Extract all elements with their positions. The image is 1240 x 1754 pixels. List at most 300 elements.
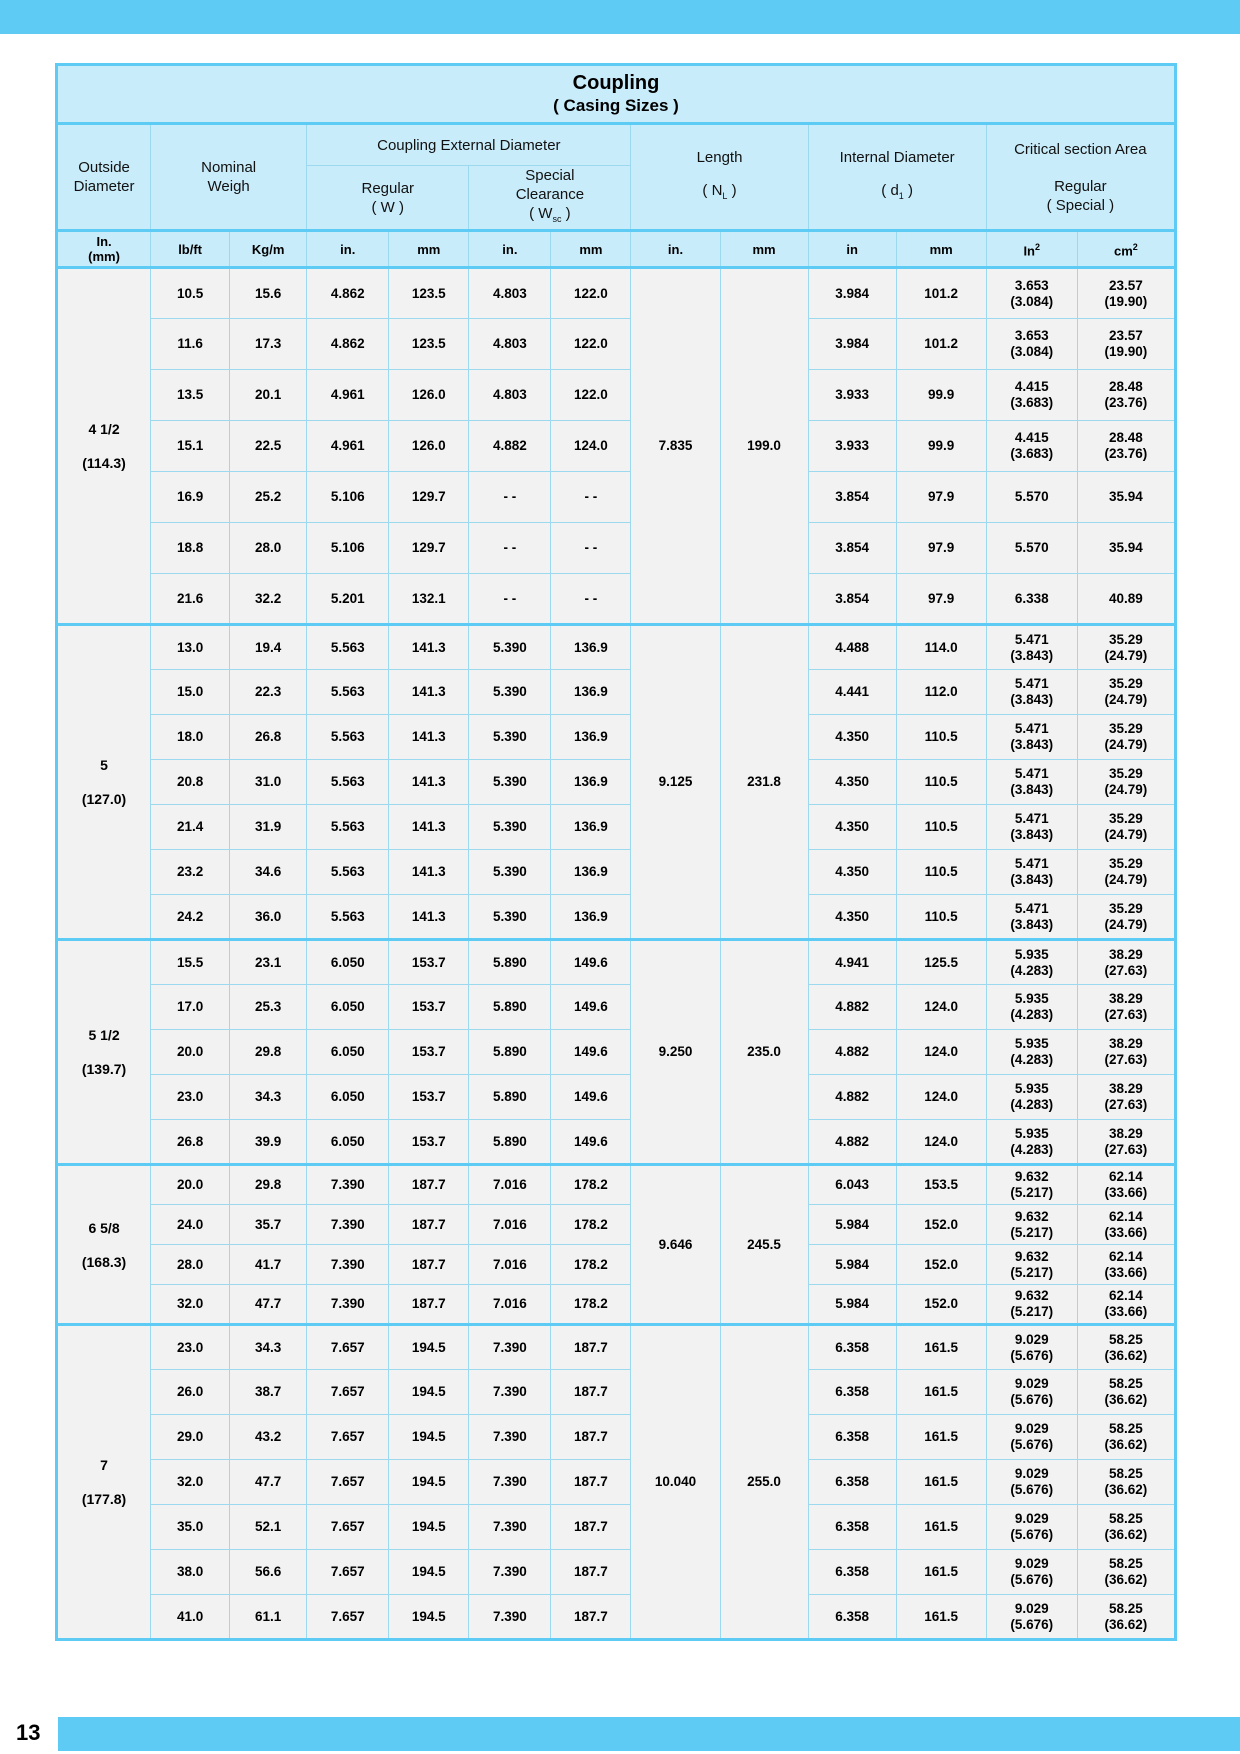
unit-area-in <box>986 231 1077 268</box>
cell-area-cm <box>1077 670 1175 715</box>
header-special-clearance-text: Special Clearance <box>515 167 585 203</box>
cell-w-mm: 187.7 <box>389 1245 469 1285</box>
header-critical-regular: Regular <box>1054 177 1107 195</box>
cell-area-cm <box>1077 1120 1175 1165</box>
cell-wsc-in: 7.390 <box>469 1415 551 1460</box>
cell-w-mm: 129.7 <box>389 472 469 523</box>
table-row <box>57 715 1176 760</box>
area-cm-special: (33.66) <box>1104 1224 1148 1240</box>
cell-wsc-in: 4.803 <box>469 370 551 421</box>
area-cm-special: (33.66) <box>1104 1264 1148 1280</box>
cell-wsc-in: 5.890 <box>469 1030 551 1075</box>
table-row <box>57 1205 1176 1245</box>
cell-w-in: 7.657 <box>307 1370 389 1415</box>
area-cm-special: (19.90) <box>1104 293 1148 309</box>
area-in-special: (3.683) <box>1010 395 1054 410</box>
unit-d1-mm: mm <box>896 231 986 268</box>
cell-area-cm <box>1077 1415 1175 1460</box>
length-sym-pre: ( N <box>702 182 723 199</box>
cell-wsc-in: 7.390 <box>469 1370 551 1415</box>
cell-d-in: 6.358 <box>808 1460 896 1505</box>
header-internal-symbol <box>809 181 986 206</box>
cell-d-in: 6.358 <box>808 1325 896 1370</box>
cell-area-in <box>986 1370 1077 1415</box>
unit-area-cm-base: cm <box>1113 243 1133 259</box>
cell-area-cm <box>1077 1550 1175 1595</box>
cell-kgm: 15.6 <box>230 268 307 319</box>
table-row <box>57 319 1176 370</box>
cell-kgm: 20.1 <box>230 370 307 421</box>
cell-w-in: 5.563 <box>307 625 389 670</box>
cell-w-in: 7.657 <box>307 1325 389 1370</box>
header-outside-diameter <box>57 124 151 231</box>
cell-wsc-mm: 178.2 <box>551 1165 631 1205</box>
cell-area-cm <box>1077 850 1175 895</box>
cell-w-mm: 194.5 <box>389 1595 469 1640</box>
cell-area-cm <box>1077 1595 1175 1640</box>
outside-diameter-in: 5 <box>100 757 108 773</box>
outside-diameter-in: 7 <box>100 1457 108 1473</box>
cell-wsc-in: 5.390 <box>469 625 551 670</box>
cell-wsc-in: 7.390 <box>469 1550 551 1595</box>
page-number: 13 <box>16 1720 41 1745</box>
cell-d-mm: 110.5 <box>896 715 986 760</box>
area-cm-special: (27.63) <box>1104 1052 1148 1067</box>
cell-wsc-in: 4.882 <box>469 421 551 472</box>
cell-area-in <box>986 1285 1077 1325</box>
cell-d-mm: 124.0 <box>896 1075 986 1120</box>
cell-w-in: 6.050 <box>307 1030 389 1075</box>
area-in-regular: 9.632 <box>1014 1208 1049 1224</box>
cell-wsc-mm: 187.7 <box>551 1415 631 1460</box>
area-cm-special: (24.79) <box>1104 647 1148 663</box>
area-in-regular: 5.935 <box>1014 1125 1049 1141</box>
cell-d-in: 6.043 <box>808 1165 896 1205</box>
cell-area-cm <box>1077 370 1175 421</box>
cell-w-mm: 141.3 <box>389 670 469 715</box>
length-mm-cell: 235.0 <box>720 940 808 1165</box>
area-in-regular: 5.471 <box>1014 900 1049 916</box>
cell-d-in: 4.882 <box>808 1030 896 1075</box>
cell-d-in: 6.358 <box>808 1370 896 1415</box>
cell-w-mm: 187.7 <box>389 1205 469 1245</box>
cell-d-mm: 110.5 <box>896 895 986 940</box>
area-cm-regular: 58.25 <box>1108 1421 1143 1436</box>
cell-wsc-mm: 122.0 <box>551 370 631 421</box>
area-cm-special: (36.62) <box>1104 1347 1148 1363</box>
cell-wsc-mm: 187.7 <box>551 1595 631 1640</box>
area-cm-regular: 58.25 <box>1108 1556 1143 1571</box>
area-in-special: (5.676) <box>1010 1437 1054 1452</box>
area-in-special: (5.676) <box>1010 1482 1054 1497</box>
area-in-special: (4.283) <box>1010 1097 1054 1112</box>
top-decorative-band <box>0 0 1240 34</box>
cell-d-mm: 110.5 <box>896 760 986 805</box>
area-cm-regular: 35.29 <box>1108 856 1143 871</box>
area-in-regular: 5.570 <box>1014 540 1049 555</box>
cell-d-mm: 125.5 <box>896 940 986 985</box>
table-row <box>57 523 1176 574</box>
cell-d-in: 3.854 <box>808 523 896 574</box>
cell-area-cm <box>1077 760 1175 805</box>
area-in-regular: 4.415 <box>1014 379 1049 394</box>
area-cm-special: (23.76) <box>1104 395 1148 410</box>
cell-w-in: 7.390 <box>307 1285 389 1325</box>
cell-d-in: 5.984 <box>808 1205 896 1245</box>
cell-wsc-in: 7.390 <box>469 1505 551 1550</box>
cell-d-in: 5.984 <box>808 1285 896 1325</box>
area-cm-special: (24.79) <box>1104 916 1148 932</box>
cell-lbft: 21.6 <box>151 574 230 625</box>
cell-area-cm <box>1077 574 1175 625</box>
length-mm-cell: 245.5 <box>720 1165 808 1325</box>
cell-w-mm: 141.3 <box>389 850 469 895</box>
cell-lbft: 32.0 <box>151 1460 230 1505</box>
cell-kgm: 39.9 <box>230 1120 307 1165</box>
outside-diameter-in: 4 1/2 <box>88 421 120 437</box>
cell-d-in: 4.350 <box>808 715 896 760</box>
area-in-regular: 5.570 <box>1014 489 1049 504</box>
cell-wsc-mm: 178.2 <box>551 1205 631 1245</box>
cell-d-mm: 161.5 <box>896 1595 986 1640</box>
cell-wsc-mm: 149.6 <box>551 1075 631 1120</box>
cell-wsc-mm: - - <box>551 472 631 523</box>
cell-lbft: 24.2 <box>151 895 230 940</box>
cell-w-in: 7.657 <box>307 1460 389 1505</box>
area-cm-special: (27.63) <box>1104 962 1148 978</box>
unit-area-cm-sup: 2 <box>1132 241 1138 252</box>
area-in-regular: 5.471 <box>1014 676 1049 691</box>
cell-kgm: 47.7 <box>230 1460 307 1505</box>
outside-diameter-cell <box>57 1325 151 1640</box>
area-in-regular: 5.935 <box>1014 1036 1049 1051</box>
unit-area-cm <box>1077 231 1175 268</box>
area-cm-special: (36.62) <box>1104 1527 1148 1542</box>
cell-wsc-in: 4.803 <box>469 319 551 370</box>
table-row <box>57 1595 1176 1640</box>
cell-lbft: 18.8 <box>151 523 230 574</box>
area-cm-regular: 58.25 <box>1108 1466 1143 1481</box>
outside-diameter-mm: (177.8) <box>81 1491 127 1507</box>
cell-wsc-in: 5.890 <box>469 1120 551 1165</box>
area-in-special: (3.843) <box>1010 827 1054 842</box>
cell-lbft: 18.0 <box>151 715 230 760</box>
cell-lbft: 17.0 <box>151 985 230 1030</box>
cell-lbft: 13.5 <box>151 370 230 421</box>
area-cm-special: (27.63) <box>1104 1007 1148 1022</box>
cell-lbft: 10.5 <box>151 268 230 319</box>
cell-area-cm <box>1077 1325 1175 1370</box>
cell-kgm: 29.8 <box>230 1030 307 1075</box>
length-in-cell: 7.835 <box>631 268 720 625</box>
table-row <box>57 1245 1176 1285</box>
cell-kgm: 26.8 <box>230 715 307 760</box>
cell-kgm: 43.2 <box>230 1415 307 1460</box>
cell-lbft: 20.8 <box>151 760 230 805</box>
table-row <box>57 895 1176 940</box>
area-cm-special: (24.79) <box>1104 827 1148 842</box>
cell-area-cm <box>1077 1205 1175 1245</box>
area-in-special: (5.217) <box>1010 1185 1054 1200</box>
outside-diameter-mm: (127.0) <box>81 791 127 807</box>
cell-wsc-mm: 187.7 <box>551 1325 631 1370</box>
table-row <box>57 940 1176 985</box>
unit-wsc-mm: mm <box>551 231 631 268</box>
cell-kgm: 34.3 <box>230 1325 307 1370</box>
cell-w-mm: 141.3 <box>389 895 469 940</box>
cell-d-in: 4.350 <box>808 895 896 940</box>
cell-w-mm: 187.7 <box>389 1165 469 1205</box>
cell-wsc-mm: 149.6 <box>551 985 631 1030</box>
area-in-special: (5.676) <box>1010 1527 1054 1542</box>
cell-d-in: 3.984 <box>808 319 896 370</box>
length-in-cell: 10.040 <box>631 1325 720 1640</box>
cell-w-in: 4.862 <box>307 319 389 370</box>
cell-lbft: 15.5 <box>151 940 230 985</box>
cell-lbft: 13.0 <box>151 625 230 670</box>
cell-d-mm: 161.5 <box>896 1325 986 1370</box>
cell-kgm: 17.3 <box>230 319 307 370</box>
cell-lbft: 23.0 <box>151 1075 230 1120</box>
cell-d-mm: 97.9 <box>896 574 986 625</box>
cell-kgm: 61.1 <box>230 1595 307 1640</box>
area-in-regular: 5.935 <box>1014 1081 1049 1096</box>
cell-w-in: 6.050 <box>307 1120 389 1165</box>
cell-d-in: 4.488 <box>808 625 896 670</box>
area-in-regular: 9.632 <box>1014 1288 1049 1303</box>
cell-w-mm: 141.3 <box>389 805 469 850</box>
cell-wsc-in: 5.390 <box>469 850 551 895</box>
cell-wsc-mm: 178.2 <box>551 1285 631 1325</box>
cell-area-cm <box>1077 895 1175 940</box>
cell-area-cm <box>1077 1030 1175 1075</box>
cell-area-cm <box>1077 985 1175 1030</box>
cell-w-in: 4.862 <box>307 268 389 319</box>
length-in-cell: 9.646 <box>631 1165 720 1325</box>
table-row <box>57 1075 1176 1120</box>
cell-wsc-in: - - <box>469 472 551 523</box>
cell-area-in <box>986 1120 1077 1165</box>
area-in-special: (5.217) <box>1010 1304 1054 1319</box>
cell-wsc-mm: 178.2 <box>551 1245 631 1285</box>
cell-area-cm <box>1077 1075 1175 1120</box>
coupling-table <box>55 63 1177 1641</box>
cell-w-mm: 141.3 <box>389 625 469 670</box>
area-in-regular: 5.471 <box>1014 766 1049 781</box>
area-cm-regular: 28.48 <box>1108 430 1143 445</box>
area-cm-regular: 23.57 <box>1108 277 1143 293</box>
header-nominal-weigh-text: Nominal Weigh <box>201 159 257 195</box>
cell-area-in <box>986 1550 1077 1595</box>
area-cm-regular: 38.29 <box>1108 991 1143 1006</box>
header-outside-diameter-text: Outside Diameter <box>73 159 135 195</box>
table-row <box>57 1325 1176 1370</box>
table-row <box>57 760 1176 805</box>
area-in-regular: 3.653 <box>1014 277 1049 293</box>
cell-area-in <box>986 1505 1077 1550</box>
area-cm-regular: 35.29 <box>1108 631 1143 647</box>
cell-d-mm: 152.0 <box>896 1205 986 1245</box>
area-in-special: (4.283) <box>1010 1052 1054 1067</box>
cell-w-in: 7.390 <box>307 1205 389 1245</box>
unit-d1-in: in <box>808 231 896 268</box>
cell-wsc-in: 7.016 <box>469 1245 551 1285</box>
cell-kgm: 28.0 <box>230 523 307 574</box>
cell-w-in: 7.390 <box>307 1165 389 1205</box>
cell-wsc-mm: - - <box>551 574 631 625</box>
area-cm-special: (33.66) <box>1104 1304 1148 1319</box>
area-in-regular: 5.471 <box>1014 721 1049 736</box>
cell-area-cm <box>1077 1285 1175 1325</box>
table-row <box>57 1460 1176 1505</box>
cell-kgm: 38.7 <box>230 1370 307 1415</box>
cell-w-in: 7.657 <box>307 1550 389 1595</box>
cell-area-in <box>986 895 1077 940</box>
unit-od-mm: (mm) <box>88 249 120 264</box>
area-in-special: (3.843) <box>1010 737 1054 752</box>
area-in-regular: 9.029 <box>1014 1331 1049 1347</box>
unit-w-in: in. <box>307 231 389 268</box>
area-in-regular: 9.029 <box>1014 1421 1049 1436</box>
cell-kgm: 22.5 <box>230 421 307 472</box>
cell-area-in <box>986 670 1077 715</box>
area-cm-special: (23.76) <box>1104 446 1148 461</box>
area-cm-regular: 38.29 <box>1108 1125 1143 1141</box>
area-in-regular: 5.935 <box>1014 946 1049 962</box>
cell-d-in: 5.984 <box>808 1245 896 1285</box>
cell-kgm: 34.6 <box>230 850 307 895</box>
cell-wsc-in: 7.390 <box>469 1595 551 1640</box>
cell-area-in <box>986 850 1077 895</box>
cell-lbft: 38.0 <box>151 1550 230 1595</box>
cell-kgm: 35.7 <box>230 1205 307 1245</box>
cell-d-in: 3.854 <box>808 574 896 625</box>
header-special-clearance <box>469 166 631 231</box>
outside-diameter-in: 5 1/2 <box>88 1027 120 1043</box>
unit-od <box>57 231 151 268</box>
cell-d-mm: 124.0 <box>896 1120 986 1165</box>
cell-wsc-in: 5.890 <box>469 1075 551 1120</box>
bottom-decorative-band <box>58 1717 1240 1751</box>
cell-w-in: 5.563 <box>307 715 389 760</box>
cell-kgm: 56.6 <box>230 1550 307 1595</box>
table-row <box>57 1285 1176 1325</box>
cell-d-mm: 161.5 <box>896 1505 986 1550</box>
unit-wsc-in: in. <box>469 231 551 268</box>
cell-d-mm: 124.0 <box>896 1030 986 1075</box>
cell-area-cm <box>1077 715 1175 760</box>
cell-d-in: 3.933 <box>808 421 896 472</box>
area-in-special: (3.084) <box>1010 344 1054 359</box>
cell-wsc-mm: 149.6 <box>551 940 631 985</box>
header-nominal-weigh <box>151 124 307 231</box>
cell-d-in: 4.350 <box>808 850 896 895</box>
cell-d-in: 4.941 <box>808 940 896 985</box>
cell-w-mm: 187.7 <box>389 1285 469 1325</box>
cell-wsc-mm: 187.7 <box>551 1550 631 1595</box>
cell-kgm: 36.0 <box>230 895 307 940</box>
table-row <box>57 1415 1176 1460</box>
cell-area-in <box>986 940 1077 985</box>
cell-lbft: 15.1 <box>151 421 230 472</box>
cell-d-in: 4.350 <box>808 760 896 805</box>
cell-kgm: 32.2 <box>230 574 307 625</box>
cell-wsc-mm: 187.7 <box>551 1460 631 1505</box>
cell-wsc-mm: 122.0 <box>551 268 631 319</box>
cell-kgm: 31.9 <box>230 805 307 850</box>
cell-area-cm <box>1077 1165 1175 1205</box>
cell-area-in <box>986 319 1077 370</box>
cell-kgm: 34.3 <box>230 1075 307 1120</box>
cell-w-in: 5.201 <box>307 574 389 625</box>
cell-w-mm: 194.5 <box>389 1325 469 1370</box>
area-cm-regular: 38.29 <box>1108 1081 1143 1096</box>
cell-wsc-in: - - <box>469 523 551 574</box>
cell-wsc-mm: 187.7 <box>551 1370 631 1415</box>
cell-area-in <box>986 523 1077 574</box>
cell-lbft: 26.0 <box>151 1370 230 1415</box>
cell-wsc-in: 5.390 <box>469 760 551 805</box>
cell-d-mm: 101.2 <box>896 268 986 319</box>
cell-w-in: 5.563 <box>307 760 389 805</box>
internal-sym-pre: ( d <box>881 182 899 199</box>
cell-lbft: 23.0 <box>151 1325 230 1370</box>
area-cm-special: (24.79) <box>1104 782 1148 797</box>
length-sym-post: ) <box>727 182 737 199</box>
cell-lbft: 20.0 <box>151 1165 230 1205</box>
area-cm-regular: 35.94 <box>1108 489 1143 504</box>
cell-w-mm: 141.3 <box>389 760 469 805</box>
table-row <box>57 1030 1176 1075</box>
area-cm-special: (36.62) <box>1104 1392 1148 1407</box>
area-in-regular: 5.471 <box>1014 811 1049 826</box>
header-regular-text: Regular <box>361 179 415 197</box>
cell-wsc-mm: 136.9 <box>551 850 631 895</box>
header-length <box>631 124 808 231</box>
length-mm-cell: 199.0 <box>720 268 808 625</box>
cell-area-in <box>986 370 1077 421</box>
cell-area-in <box>986 985 1077 1030</box>
area-in-special: (3.843) <box>1010 872 1054 887</box>
table-row <box>57 421 1176 472</box>
cell-w-mm: 153.7 <box>389 985 469 1030</box>
area-cm-special: (36.62) <box>1104 1572 1148 1587</box>
area-cm-regular: 28.48 <box>1108 379 1143 394</box>
area-cm-regular: 35.29 <box>1108 721 1143 736</box>
area-in-special: (3.843) <box>1010 647 1054 663</box>
cell-area-in <box>986 1030 1077 1075</box>
outside-diameter-cell <box>57 1165 151 1325</box>
cell-d-mm: 97.9 <box>896 523 986 574</box>
area-in-special: (5.676) <box>1010 1616 1054 1632</box>
table-row <box>57 985 1176 1030</box>
area-cm-regular: 62.14 <box>1108 1208 1143 1224</box>
area-in-special: (3.843) <box>1010 782 1054 797</box>
area-in-regular: 9.632 <box>1014 1169 1049 1184</box>
cell-w-mm: 129.7 <box>389 523 469 574</box>
area-cm-special: (36.62) <box>1104 1482 1148 1497</box>
area-in-regular: 5.471 <box>1014 631 1049 647</box>
cell-d-mm: 112.0 <box>896 670 986 715</box>
cell-d-mm: 114.0 <box>896 625 986 670</box>
table-row <box>57 268 1176 319</box>
cell-w-in: 6.050 <box>307 940 389 985</box>
area-in-special: (3.843) <box>1010 692 1054 707</box>
area-cm-regular: 35.29 <box>1108 811 1143 826</box>
outside-diameter-mm: (168.3) <box>81 1253 127 1270</box>
cell-lbft: 32.0 <box>151 1285 230 1325</box>
cell-area-in <box>986 760 1077 805</box>
